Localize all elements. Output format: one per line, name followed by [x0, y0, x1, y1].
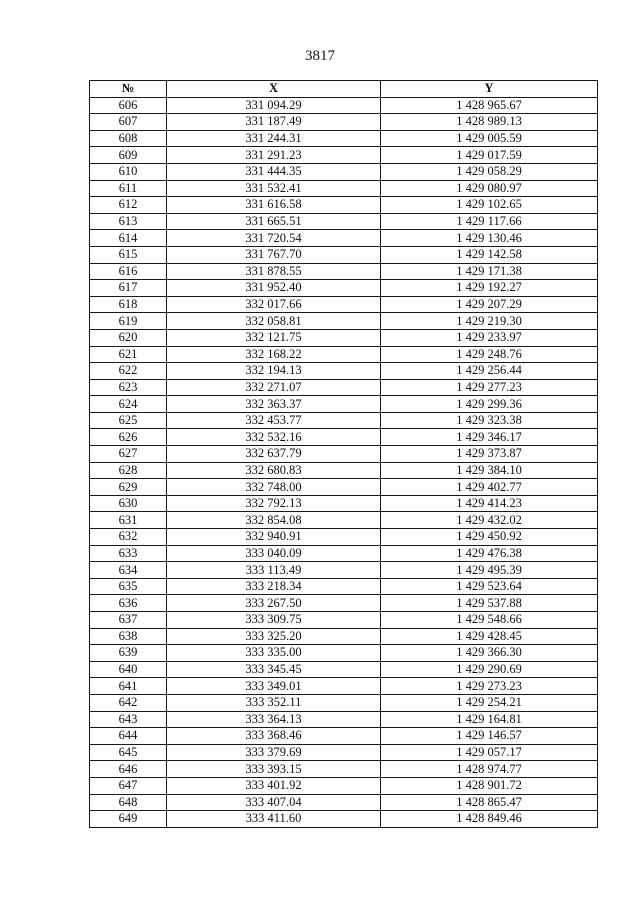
cell-x: 332 532.16: [167, 429, 381, 446]
cell-y: 1 429 384.10: [381, 462, 598, 479]
cell-x: 332 058.81: [167, 313, 381, 330]
cell-y: 1 429 414.23: [381, 495, 598, 512]
cell-y: 1 429 373.87: [381, 446, 598, 463]
table-row: [90, 163, 598, 180]
cell-x: 332 854.08: [167, 512, 381, 529]
cell-y: 1 428 974.77: [381, 761, 598, 778]
cell-number: 641: [90, 678, 167, 695]
header-y: Y: [381, 81, 598, 98]
cell-y: 1 428 965.67: [381, 97, 598, 114]
table-row: [90, 711, 598, 728]
cell-x: 333 407.04: [167, 794, 381, 811]
cell-x: 333 218.34: [167, 578, 381, 595]
cell-y: 1 429 523.64: [381, 578, 598, 595]
cell-y: 1 429 299.36: [381, 396, 598, 413]
cell-y: 1 428 849.46: [381, 811, 598, 828]
table-row: [90, 446, 598, 463]
cell-y: 1 429 366.30: [381, 645, 598, 662]
cell-x: 331 665.51: [167, 213, 381, 230]
cell-number: 644: [90, 728, 167, 745]
cell-number: 612: [90, 197, 167, 214]
cell-number: 611: [90, 180, 167, 197]
cell-x: 332 168.22: [167, 346, 381, 363]
cell-number: 629: [90, 479, 167, 496]
cell-x: 332 748.00: [167, 479, 381, 496]
cell-number: 638: [90, 628, 167, 645]
cell-y: 1 429 102.65: [381, 197, 598, 214]
cell-y: 1 429 192.27: [381, 280, 598, 297]
cell-y: 1 429 057.17: [381, 744, 598, 761]
cell-y: 1 429 428.45: [381, 628, 598, 645]
cell-x: 333 309.75: [167, 612, 381, 629]
cell-number: 645: [90, 744, 167, 761]
cell-y: 1 429 080.97: [381, 180, 598, 197]
cell-number: 635: [90, 578, 167, 595]
cell-number: 615: [90, 246, 167, 263]
cell-y: 1 429 005.59: [381, 130, 598, 147]
table-row: [90, 363, 598, 380]
cell-number: 633: [90, 545, 167, 562]
cell-number: 614: [90, 230, 167, 247]
cell-x: 331 187.49: [167, 114, 381, 131]
cell-y: 1 429 219.30: [381, 313, 598, 330]
cell-number: 613: [90, 213, 167, 230]
table-row: [90, 728, 598, 745]
cell-x: 332 363.37: [167, 396, 381, 413]
page-number: 3817: [305, 48, 335, 64]
cell-y: 1 429 548.66: [381, 612, 598, 629]
cell-x: 333 335.00: [167, 645, 381, 662]
cell-number: 607: [90, 114, 167, 131]
cell-y: 1 429 233.97: [381, 329, 598, 346]
cell-number: 636: [90, 595, 167, 612]
table-row: [90, 429, 598, 446]
cell-y: 1 429 146.57: [381, 728, 598, 745]
table-row: [90, 811, 598, 828]
table-row: [90, 213, 598, 230]
cell-y: 1 428 989.13: [381, 114, 598, 131]
cell-y: 1 429 273.23: [381, 678, 598, 695]
cell-x: 332 121.75: [167, 329, 381, 346]
cell-x: 333 379.69: [167, 744, 381, 761]
table-row: [90, 794, 598, 811]
cell-y: 1 428 865.47: [381, 794, 598, 811]
cell-y: 1 429 058.29: [381, 163, 598, 180]
table-row: [90, 512, 598, 529]
header-number: №: [90, 81, 167, 98]
table-row: [90, 230, 598, 247]
cell-number: 628: [90, 462, 167, 479]
table-row: [90, 246, 598, 263]
table-row: [90, 645, 598, 662]
cell-x: 333 113.49: [167, 562, 381, 579]
table-row: [90, 578, 598, 595]
cell-x: 333 393.15: [167, 761, 381, 778]
cell-y: 1 429 142.58: [381, 246, 598, 263]
table-body: [90, 97, 598, 827]
cell-number: 623: [90, 379, 167, 396]
cell-y: 1 429 164.81: [381, 711, 598, 728]
cell-x: 332 940.91: [167, 529, 381, 546]
table-row: [90, 147, 598, 164]
cell-number: 616: [90, 263, 167, 280]
cell-x: 333 401.92: [167, 777, 381, 794]
cell-y: 1 429 171.38: [381, 263, 598, 280]
cell-x: 331 244.31: [167, 130, 381, 147]
table-row: [90, 346, 598, 363]
table-row: [90, 612, 598, 629]
table-row: [90, 495, 598, 512]
cell-number: 617: [90, 280, 167, 297]
table-row: [90, 661, 598, 678]
cell-x: 332 017.66: [167, 296, 381, 313]
table-row: [90, 595, 598, 612]
cell-number: 640: [90, 661, 167, 678]
cell-number: 626: [90, 429, 167, 446]
cell-y: 1 429 495.39: [381, 562, 598, 579]
cell-number: 622: [90, 363, 167, 380]
table-row: [90, 744, 598, 761]
table-row: [90, 280, 598, 297]
table-row: [90, 529, 598, 546]
cell-number: 646: [90, 761, 167, 778]
cell-x: 333 267.50: [167, 595, 381, 612]
cell-x: 332 637.79: [167, 446, 381, 463]
cell-x: 333 364.13: [167, 711, 381, 728]
cell-y: 1 429 256.44: [381, 363, 598, 380]
cell-y: 1 429 130.46: [381, 230, 598, 247]
cell-number: 630: [90, 495, 167, 512]
cell-x: 332 453.77: [167, 412, 381, 429]
table-row: [90, 694, 598, 711]
cell-y: 1 429 346.17: [381, 429, 598, 446]
cell-x: 331 720.54: [167, 230, 381, 247]
cell-y: 1 428 901.72: [381, 777, 598, 794]
cell-y: 1 429 248.76: [381, 346, 598, 363]
cell-x: 331 952.40: [167, 280, 381, 297]
cell-number: 634: [90, 562, 167, 579]
cell-number: 647: [90, 777, 167, 794]
table-row: [90, 97, 598, 114]
cell-x: 333 368.46: [167, 728, 381, 745]
cell-y: 1 429 117.66: [381, 213, 598, 230]
cell-x: 331 878.55: [167, 263, 381, 280]
cell-y: 1 429 537.88: [381, 595, 598, 612]
cell-number: 625: [90, 412, 167, 429]
table-row: [90, 545, 598, 562]
cell-y: 1 429 254.21: [381, 694, 598, 711]
cell-x: 331 616.58: [167, 197, 381, 214]
cell-number: 610: [90, 163, 167, 180]
cell-number: 631: [90, 512, 167, 529]
table-row: [90, 379, 598, 396]
cell-x: 332 680.83: [167, 462, 381, 479]
cell-x: 333 349.01: [167, 678, 381, 695]
cell-y: 1 429 402.77: [381, 479, 598, 496]
cell-x: 331 767.70: [167, 246, 381, 263]
cell-y: 1 429 290.69: [381, 661, 598, 678]
cell-number: 618: [90, 296, 167, 313]
cell-x: 333 411.60: [167, 811, 381, 828]
table-row: [90, 777, 598, 794]
cell-x: 331 094.29: [167, 97, 381, 114]
table-row: [90, 197, 598, 214]
cell-x: 332 792.13: [167, 495, 381, 512]
cell-y: 1 429 323.38: [381, 412, 598, 429]
coordinates-table: [89, 80, 598, 828]
table-row: [90, 562, 598, 579]
table-row: [90, 462, 598, 479]
cell-number: 637: [90, 612, 167, 629]
table-row: [90, 329, 598, 346]
cell-x: 331 532.41: [167, 180, 381, 197]
cell-number: 648: [90, 794, 167, 811]
header-x: X: [167, 81, 381, 98]
cell-x: 332 271.07: [167, 379, 381, 396]
cell-y: 1 429 207.29: [381, 296, 598, 313]
cell-y: 1 429 476.38: [381, 545, 598, 562]
table-row: [90, 114, 598, 131]
table-header-row: [90, 81, 598, 98]
cell-number: 639: [90, 645, 167, 662]
cell-number: 642: [90, 694, 167, 711]
table-row: [90, 761, 598, 778]
cell-number: 632: [90, 529, 167, 546]
cell-y: 1 429 450.92: [381, 529, 598, 546]
cell-number: 620: [90, 329, 167, 346]
table-row: [90, 130, 598, 147]
table-row: [90, 263, 598, 280]
table-row: [90, 628, 598, 645]
table-row: [90, 678, 598, 695]
table-row: [90, 412, 598, 429]
cell-x: 331 291.23: [167, 147, 381, 164]
cell-number: 606: [90, 97, 167, 114]
table-row: [90, 313, 598, 330]
cell-x: 332 194.13: [167, 363, 381, 380]
cell-x: 333 325.20: [167, 628, 381, 645]
cell-x: 333 352.11: [167, 694, 381, 711]
cell-number: 643: [90, 711, 167, 728]
cell-x: 331 444.35: [167, 163, 381, 180]
cell-number: 621: [90, 346, 167, 363]
table-row: [90, 296, 598, 313]
table-row: [90, 180, 598, 197]
cell-number: 627: [90, 446, 167, 463]
cell-y: 1 429 432.02: [381, 512, 598, 529]
cell-x: 333 345.45: [167, 661, 381, 678]
cell-x: 333 040.09: [167, 545, 381, 562]
cell-number: 608: [90, 130, 167, 147]
cell-number: 609: [90, 147, 167, 164]
cell-y: 1 429 017.59: [381, 147, 598, 164]
cell-number: 624: [90, 396, 167, 413]
cell-y: 1 429 277.23: [381, 379, 598, 396]
table-row: [90, 479, 598, 496]
table-row: [90, 396, 598, 413]
cell-number: 619: [90, 313, 167, 330]
cell-number: 649: [90, 811, 167, 828]
